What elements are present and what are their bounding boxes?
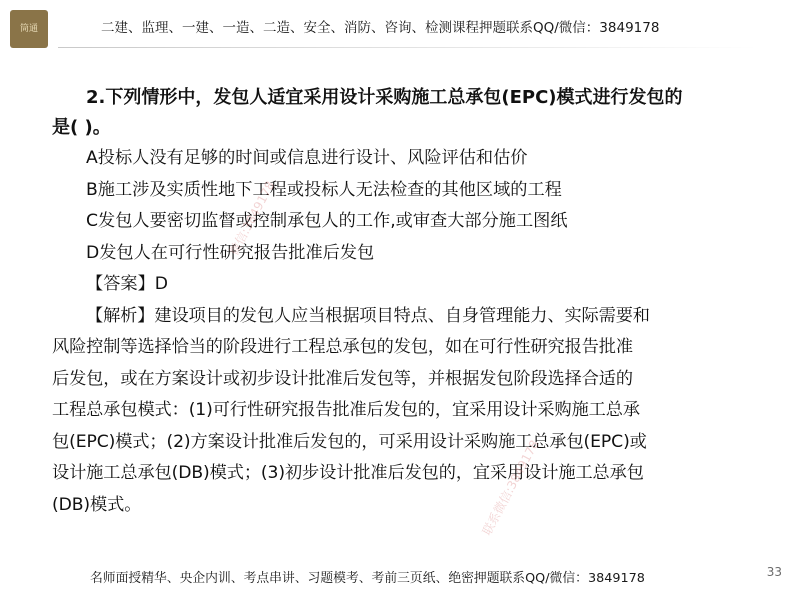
- option-a: A投标人没有足够的时间或信息进行设计、风险评估和估价: [86, 148, 528, 168]
- answer-line: 【答案】D: [86, 274, 168, 294]
- question-title-line1: 2.下列情形中，发包人适宜采用设计采购施工总承包(EPC)模式进行发包的: [86, 87, 683, 108]
- header-contact-text: 二建、监理、一建、一造、二造、安全、消防、咨询、检测课程押题联系QQ/微信：3849178: [101, 20, 660, 36]
- option-c: C发包人要密切监督或控制承包人的工作,或审查大部分施工图纸: [86, 211, 568, 231]
- analysis-line: 后发包，或在方案设计或初步设计批准后发包等，并根据发包阶段选择合适的: [52, 368, 633, 389]
- analysis-line: 风险控制等选择恰当的阶段进行工程总承包的发包，如在可行性研究报告批准: [52, 337, 633, 357]
- page-header: [0, 0, 800, 56]
- page-number: 33: [766, 565, 782, 579]
- analysis-line: 工程总承包模式：(1)可行性研究报告批准后发包的，宜采用设计采购施工总承: [52, 400, 640, 420]
- option-b: B施工涉及实质性地下工程或投标人无法检查的其他区域的工程: [86, 179, 562, 200]
- analysis-line: (DB)模式。: [52, 494, 142, 515]
- footer-contact-text: 名师面授精华、央企内训、考点串讲、习题模考、考前三页纸、绝密押题联系QQ/微信：3849178: [90, 571, 645, 586]
- question-block: [52, 83, 764, 521]
- question-title-line2: 是( )。: [52, 117, 111, 138]
- header-divider: [58, 47, 758, 48]
- watermark: 联系微信:3849178: [479, 437, 542, 538]
- analysis-line: 【解析】建设项目的发包人应当根据项目特点、自身管理能力、实际需要和: [86, 305, 650, 326]
- brand-logo: 筒通: [10, 10, 48, 48]
- analysis-line: 设计施工总承包(DB)模式；(3)初步设计批准后发包的，宜采用设计施工总承包: [52, 463, 644, 483]
- option-d: D发包人在可行性研究报告批准后发包: [86, 242, 375, 263]
- question-title: [52, 83, 764, 143]
- analysis-line: 包(EPC)模式；(2)方案设计批准后发包的，可采用设计采购施工总承包(EPC)或: [52, 431, 647, 452]
- watermark: 微信:3849178: [226, 178, 278, 258]
